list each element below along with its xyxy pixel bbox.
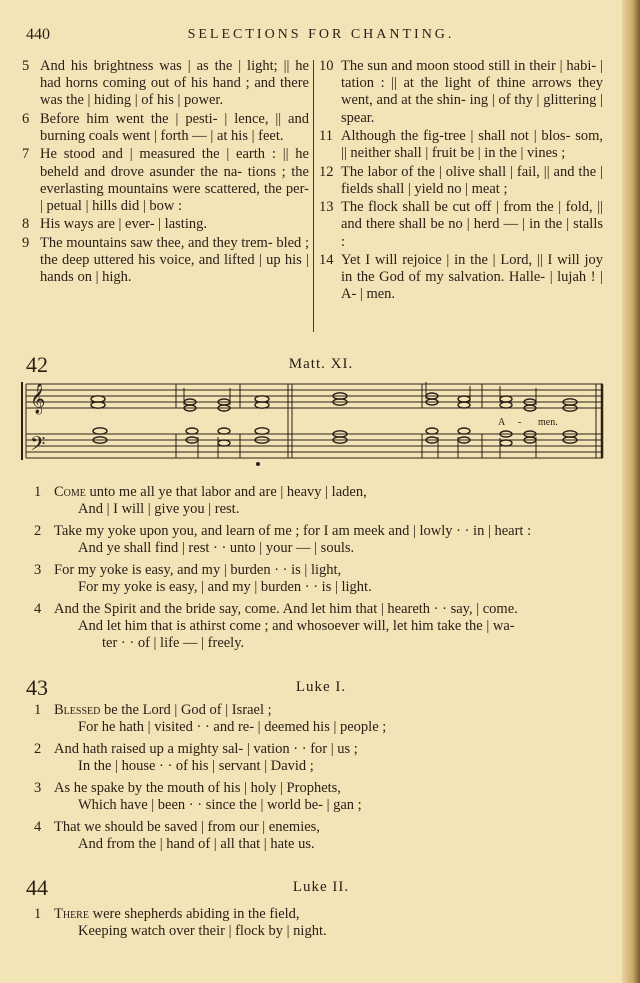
verse-line: And hath raised up a mighty sal- | vation · · for | us ;	[54, 741, 358, 757]
verse-text: The labor of the | olive shall | fail, || and the | fields shall | yield no | meat ;	[341, 163, 603, 197]
chant-verse	[22, 906, 607, 940]
verse-text: The flock shall be cut off | from the | fold, || and there shall be no | herd — | in the | stalls :	[341, 199, 603, 250]
verse-number: 3	[34, 562, 42, 578]
verse-text: He stood and | measured the | earth : || he beheld and drove asunder the na- tions ; the everlasting mountains were scattered, the per- | petual | hills did | bow :	[40, 146, 309, 214]
verse-line: For my yoke is easy, | and my | burden · · is | light.	[78, 579, 372, 595]
verse-line: And the Spirit and the bride say, come. And let him that | heareth · · say, | come.	[54, 601, 518, 617]
psalm-verse	[319, 199, 603, 251]
page-header	[26, 26, 616, 48]
verse-line: And ye shall find | rest · · unto | your — | souls.	[78, 540, 355, 556]
chant-verse	[22, 819, 607, 853]
chant-title: Luke II.	[292, 879, 350, 895]
chant-44-text	[22, 906, 607, 945]
psalm-verse	[22, 58, 309, 110]
verse-first-word: Blessed	[54, 702, 101, 718]
chant-number: 43	[26, 675, 48, 700]
verse-number: 13	[319, 199, 334, 216]
verse-line	[40, 484, 607, 501]
verse-number: 8	[22, 216, 30, 233]
psalm-columns	[22, 58, 605, 334]
verse-number: 4	[34, 601, 42, 617]
verse-line-text: were shepherds abiding in the field,	[92, 906, 300, 922]
verse-number: 5	[22, 58, 30, 74]
chant-44-heading	[26, 875, 616, 902]
bar-lines	[22, 382, 602, 460]
lyric-syllable: men.	[538, 417, 558, 428]
verse-line-text: unto me all ye that labor and are | heavy | laden,	[89, 484, 367, 500]
verse-text: The sun and moon stood still in their | habi- | tation : || at the light of thine arrows they went, and at the shin- ing | of thy | glittering | spear.	[341, 58, 603, 126]
chant-verse	[22, 780, 607, 814]
chant-verse	[22, 484, 607, 518]
verse-number: 7	[22, 146, 30, 163]
verse-line: In the | house · · of his | servant | David ;	[78, 758, 314, 774]
chant-verse	[22, 702, 607, 736]
staff-lines	[26, 384, 603, 458]
verse-number: 6	[22, 110, 30, 127]
verse-number: 2	[34, 741, 42, 757]
verse-line: For my yoke is easy, and my | burden · · is | light,	[54, 562, 342, 578]
verse-line-text: be the Lord | God of | Israel ;	[103, 702, 272, 718]
verse-text: His ways are | ever- | lasting.	[40, 216, 207, 233]
dot-mark	[256, 462, 260, 466]
psalm-right-column	[319, 58, 603, 305]
verse-number: 2	[34, 523, 42, 539]
verse-line: And | I will | give you | rest.	[78, 501, 240, 517]
psalm-verse	[22, 146, 309, 215]
chant-title: Luke I.	[295, 679, 347, 695]
clef-glyphs	[30, 383, 45, 460]
verse-number: 12	[319, 163, 334, 180]
psalm-verse	[319, 128, 603, 162]
chant-verse	[22, 562, 607, 596]
chant-number: 42	[26, 352, 48, 377]
verse-line: Keeping watch over their | flock by | night.	[78, 923, 327, 939]
note-stems	[184, 382, 536, 458]
running-head: SELECTIONS FOR CHANTING.	[187, 27, 455, 42]
chant-42-heading	[26, 352, 616, 379]
music-score	[18, 378, 608, 468]
verse-text: And his brightness was | as the | light; || he had horns coming out of his hand ; and there was the | hiding | of his | power.	[40, 58, 309, 109]
verse-number: 3	[34, 780, 42, 796]
lyric-syllable: A	[498, 417, 506, 428]
psalm-verse	[319, 58, 603, 127]
page-edge	[622, 0, 640, 983]
verse-number: 10	[319, 58, 334, 74]
verse-number: 1	[34, 906, 42, 922]
verse-number: 4	[34, 819, 42, 835]
psalm-left-column	[22, 58, 309, 288]
verse-line: And from the | hand of | all that | hate us.	[78, 836, 315, 852]
page-number: 440	[26, 26, 50, 43]
verse-line	[40, 702, 607, 719]
verse-number: 1	[34, 702, 42, 718]
chant-43-text	[22, 702, 607, 858]
psalm-verse	[22, 216, 309, 233]
psalm-verse	[22, 111, 309, 145]
bass-clef: 𝄢	[30, 434, 46, 460]
verse-number: 14	[319, 251, 334, 268]
verse-line: That we should be saved | from our | enemies,	[54, 819, 320, 835]
chant-43-heading	[26, 675, 616, 702]
treble-clef: 𝄞	[30, 384, 46, 413]
column-divider	[313, 60, 314, 332]
verse-text: The mountains saw thee, and they trem- bled ; the deep uttered his voice, and lifted | up his | hands on | high.	[40, 234, 309, 286]
verse-text: Yet I will rejoice | in the | Lord, || I will joy in the God of my salvation. Halle- | lujah ! | A- | men.	[341, 251, 603, 303]
chant-number: 44	[26, 875, 48, 900]
verse-line: For he hath | visited · · and re- | deemed his | people ;	[78, 719, 387, 735]
verse-text: Although the fig-tree | shall not | blos- som, || neither shall | fruit be | in the | vines ;	[341, 128, 603, 162]
verse-line: And let him that is athirst come ; and whosoever will, let him take the | wa-	[78, 618, 515, 634]
verse-number: 1	[34, 484, 42, 500]
chant-title: Matt. XI.	[288, 356, 354, 372]
music-lyrics	[498, 417, 558, 428]
chant-verse	[22, 601, 607, 652]
psalm-verse	[319, 164, 603, 198]
chant-verse	[22, 741, 607, 775]
verse-first-word: Come	[54, 484, 86, 500]
verse-line: Take my yoke upon you, and learn of me ; for I am meek and | lowly · · in | heart :	[54, 523, 532, 539]
chant-verse	[22, 523, 607, 557]
verse-number: 11	[319, 128, 333, 144]
psalm-verse	[319, 252, 603, 304]
verse-line: ter · · of | life — | freely.	[102, 635, 245, 651]
verse-first-word: There	[54, 906, 89, 922]
verse-line: Which have | been · · since the | world be- | gan ;	[78, 797, 362, 813]
psalm-verse	[22, 235, 309, 287]
chant-42-text	[22, 484, 607, 657]
lyric-syllable: -	[518, 417, 522, 428]
verse-line: As he spake by the mouth of his | holy | Prophets,	[54, 780, 341, 796]
verse-line	[40, 906, 607, 923]
verse-number: 9	[22, 234, 30, 251]
verse-text: Before him went the | pesti- | lence, || and burning coals went | forth — | at his | feet.	[40, 110, 309, 144]
